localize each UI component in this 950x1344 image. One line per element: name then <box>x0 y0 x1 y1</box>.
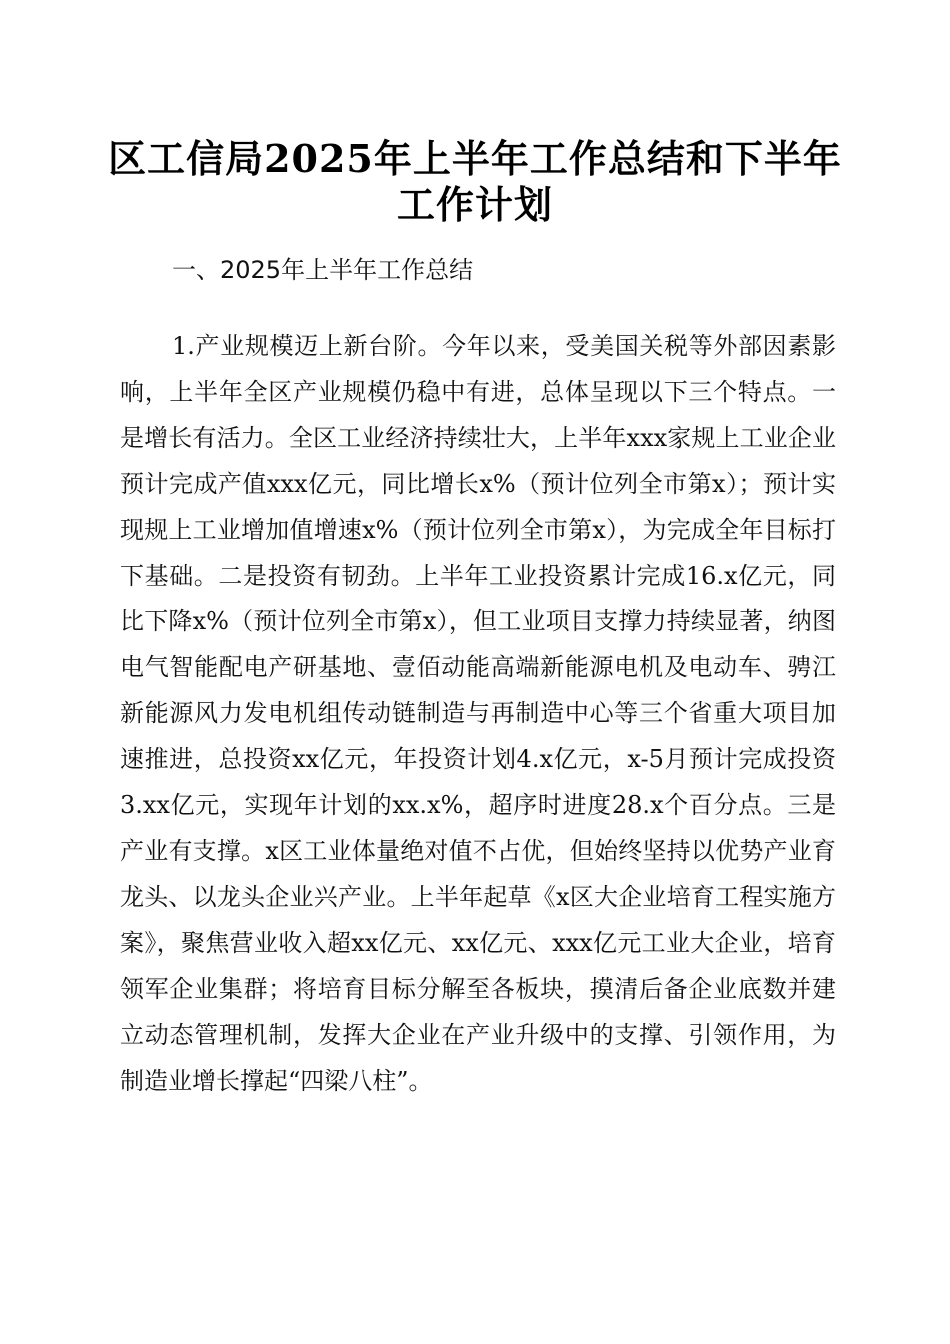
document-title: 区工信局2025年上半年工作总结和下半年工作计划 <box>108 136 842 227</box>
body-paragraph: 1.产业规模迈上新台阶。今年以来，受美国关税等外部因素影响，上半年全区产业规模仍稳中有进，总体呈现以下三个特点。一是增长有活力。全区工业经济持续壮大，上半年xxx家规上工业企业预计完成产值xxx亿元，同比增长x%（预计位列全市第x）；预计实现规上工业增加值增速x%（预计位列全市第x），为完成全年目标打下基础。二是投资有韧劲。上半年工业投资累计完成16.x亿元，同比下降x%（预计位列全市第x），但工业项目支撑力持续显著，纳图电气智能配电产研基地、壹佰动能高端新能源电机及电动车、骋江新能源风力发电机组传动链制造与再制造中心等三个省重大项目加速推进，总投资xx亿元，年投资计划4.x亿元，x-5月预计完成投资3.xx亿元，实现年计划的xx.x%，超序时进度28.x个百分点。三是产业有支撑。x区工业体量绝对值不占优，但始终坚持以优势产业育龙头、以龙头企业兴产业。上半年起草《x区大企业培育工程实施方案》，聚焦营业收入超xx亿元、xx亿元、xxx亿元工业大企业，培育领军企业集群；将培育目标分解至各板块，摸清后备企业底数并建立动态管理机制，发挥大企业在产业升级中的支撑、引领作用，为制造业增长撑起“四梁八柱”。 <box>120 332 836 1095</box>
section-heading: 一、2025年上半年工作总结 <box>172 256 474 284</box>
